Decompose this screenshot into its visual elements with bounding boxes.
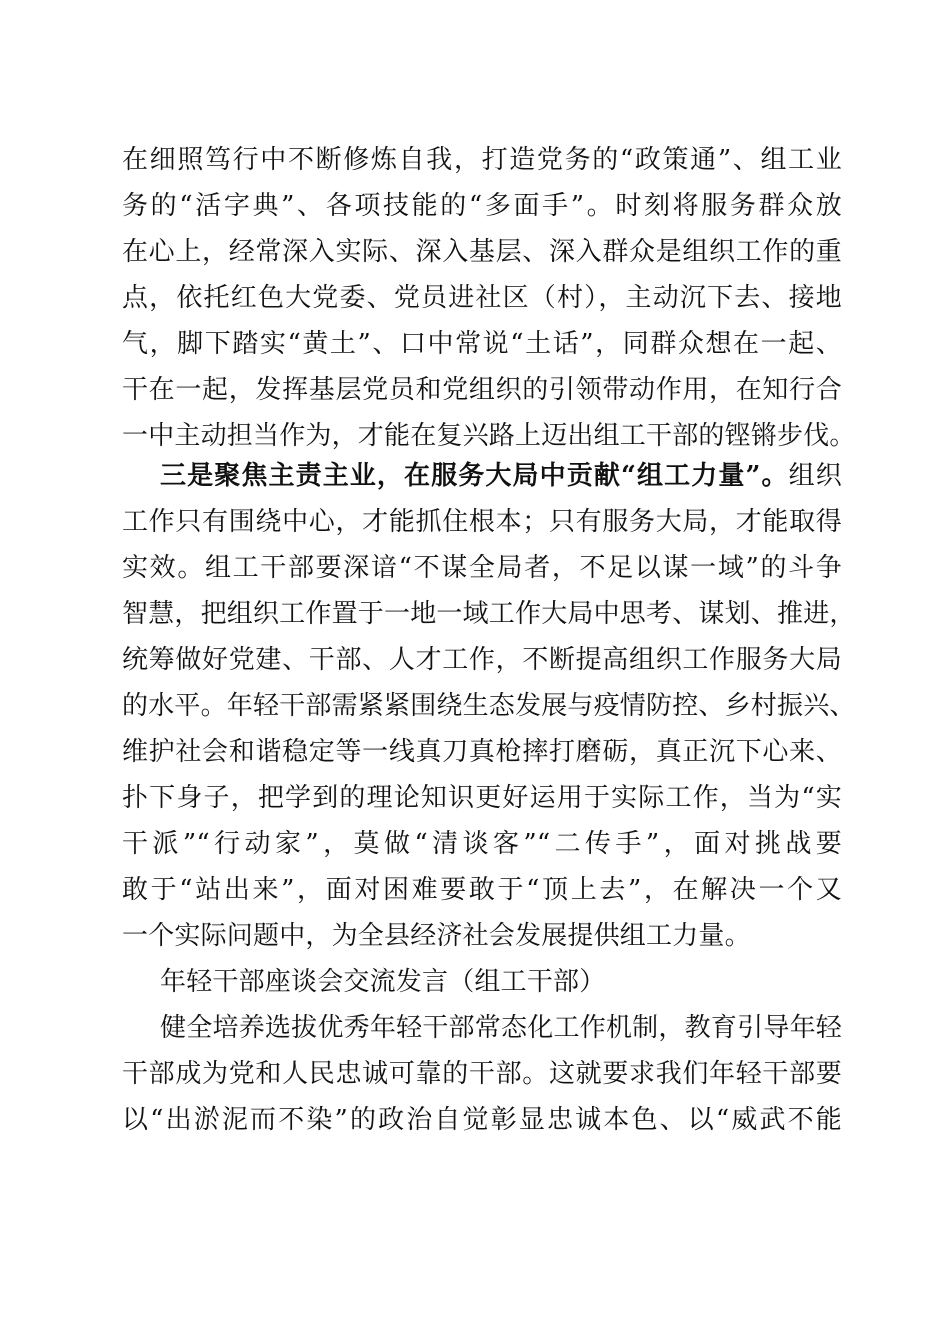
paragraph-line: 一中主动担当作为，才能在复兴路上迈出组工干部的铿锵步伐。 (122, 421, 856, 451)
paragraph-line: 在心上，经常深入实际、深入基层、深入群众是组织工作的重 (122, 237, 842, 267)
paragraph-line: 以“出淤泥而不染”的政治自觉彰显忠诚本色、以“威武不能 (122, 1105, 842, 1135)
paragraph-line: 扑下身子，把学到的理论知识更好运用于实际工作，当为“实 (122, 783, 842, 813)
paragraph-line: 在细照笃行中不断修炼自我，打造党务的“政策通”、组工业 (122, 145, 842, 175)
section-heading: 三是聚焦主责主业，在服务大局中贡献“组工力量”。 (160, 461, 789, 491)
paragraph-line: 的水平。年轻干部需紧紧围绕生态发展与疫情防控、乡村振兴、 (122, 691, 856, 721)
article-title: 年轻干部座谈会交流发言（组工干部） (160, 967, 606, 997)
paragraph-line: 干在一起，发挥基层党员和党组织的引领带动作用，在知行合 (122, 375, 842, 405)
paragraph-line: 工作只有围绕中心，才能抓住根本；只有服务大局，才能取得 (122, 507, 842, 537)
paragraph-line: 干派”“行动家”，莫做“清谈客”“二传手”，面对挑战要 (122, 829, 842, 859)
paragraph-line: 健全培养选拔优秀年轻干部常态化工作机制，教育引导年轻 (160, 1013, 842, 1043)
paragraph-line: 敢于“站出来”，面对困难要敢于“顶上去”，在解决一个又 (122, 875, 842, 905)
paragraph-line: 实效。组工干部要深谙“不谋全局者，不足以谋一域”的斗争 (122, 553, 842, 583)
paragraph-line: 统筹做好党建、干部、人才工作，不断提高组织工作服务大局 (122, 645, 842, 675)
section-heading-tail: 组织 (788, 461, 842, 491)
paragraph-line: 气，脚下踏实“黄土”、口中常说“土话”，同群众想在一起、 (122, 329, 842, 359)
paragraph-line: 维护社会和谐稳定等一线真刀真枪摔打磨砺，真正沉下心来、 (122, 737, 842, 767)
paragraph-line: 务的“活字典”、各项技能的“多面手”。时刻将服务群众放 (122, 191, 842, 221)
paragraph-line: 点，依托红色大党委、党员进社区（村），主动沉下去、接地 (122, 283, 842, 313)
paragraph-line: 一个实际问题中，为全县经济社会发展提供组工力量。 (122, 921, 751, 951)
paragraph-line: 干部成为党和人民忠诚可靠的干部。这就要求我们年轻干部要 (122, 1059, 842, 1089)
paragraph-line: 智慧，把组织工作置于一地一域工作大局中思考、谋划、推进， (122, 599, 856, 629)
section-heading-line (160, 453, 842, 499)
